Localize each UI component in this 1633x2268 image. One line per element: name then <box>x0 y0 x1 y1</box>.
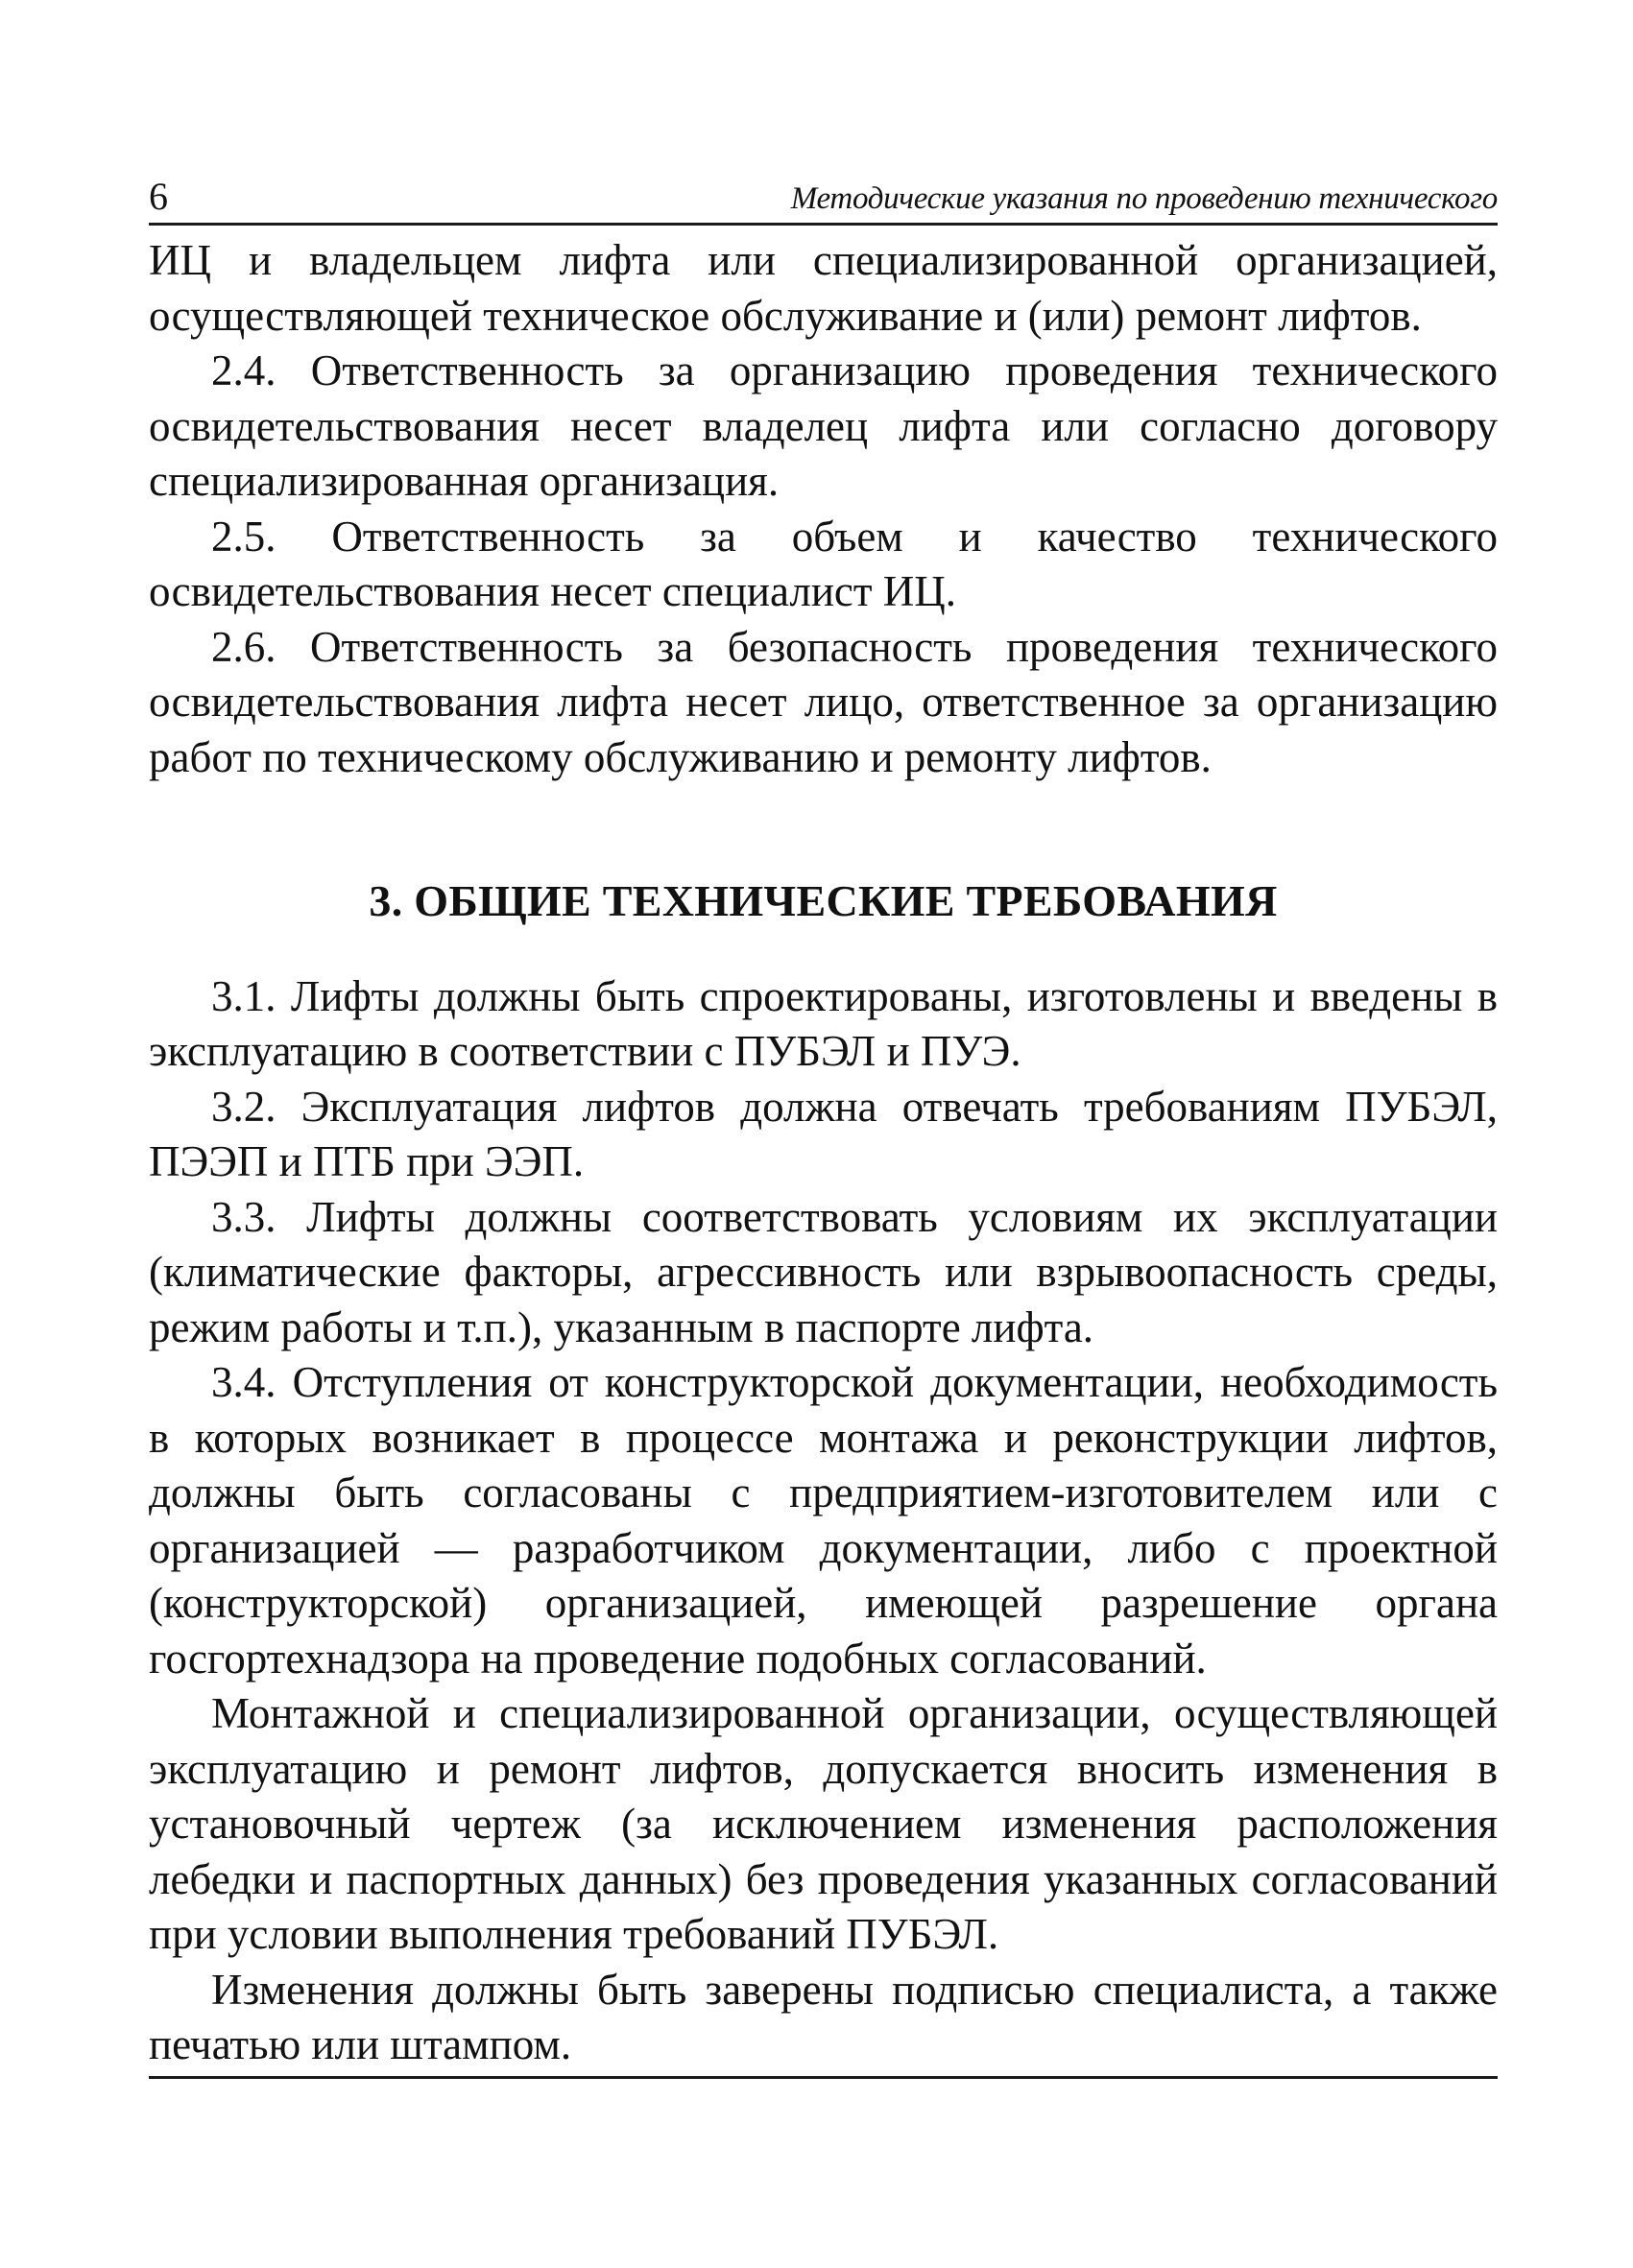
section-heading: 3. ОБЩИЕ ТЕХНИЧЕСКИЕ ТРЕБОВАНИЯ <box>369 876 1278 925</box>
bottom-rule <box>149 2076 1498 2079</box>
paragraph-3-4-installation: Монтажной и специализированной организации, осуществляющей эксплуатацию и ремонт лифтов, допускается вносить изменения в установочный чертеж (за исключением изменения расположения лебедки и паспортных данных) без проведения указанных согласований при условии выполнения требований ПУБЭЛ. <box>149 1689 1498 1958</box>
body-text <box>149 233 1498 2073</box>
section-3-body <box>149 969 1498 2073</box>
running-header <box>149 163 1498 226</box>
paragraph-3-3: 3.3. Лифты должны соответствовать условиям их эксплуатации (климатические факторы, агрессивность или взрывоопасность среды, режим работы и т.п.), указанным в паспорте лифта. <box>149 1192 1498 1351</box>
paragraph-3-1: 3.1. Лифты должны быть спроектированы, изготовлены и введены в эксплуатацию в соответствии с ПУБЭЛ и ПУЭ. <box>149 971 1498 1075</box>
paragraph-2-6: 2.6. Ответственность за безопасность проведения технического освидетельствования лифта несет лицо, ответственное за организацию работ по техническому обслуживанию и ремонту лифтов. <box>149 622 1498 781</box>
document-page <box>149 163 1498 2140</box>
paragraph-continuation: ИЦ и владельцем лифта или специализированной организацией, осуществляющей техническое обслуживание и (или) ремонт лифтов. <box>149 236 1498 340</box>
running-title: Методические указания по проведению технического <box>790 181 1498 216</box>
paragraph-3-4: 3.4. Отступления от конструкторской документации, необходимость в которых возникает в процессе монтажа и реконструкции лифтов, должны быть согласованы с предприятием-изготовителем или с организацией — разработчиком документации, либо с проектной (конструкторской) организацией, имеющей разрешение органа госгортехнадзора на проведение подобных согласований. <box>149 1358 1498 1683</box>
paragraph-2-4: 2.4. Ответственность за организацию проведения технического освидетельствования несет владелец лифта или согласно договору специализированная организация. <box>149 346 1498 505</box>
page-number: 6 <box>149 175 168 218</box>
paragraph-3-4-certification: Изменения должны быть заверены подписью специалиста, а также печатью или штампом. <box>149 1965 1498 2068</box>
paragraph-3-2: 3.2. Эксплуатация лифтов должна отвечать требованиям ПУБЭЛ, ПЭЭП и ПТБ при ЭЭП. <box>149 1082 1498 1185</box>
paragraph-2-5: 2.5. Ответственность за объем и качество технического освидетельствования несет специалист ИЦ. <box>149 512 1498 615</box>
